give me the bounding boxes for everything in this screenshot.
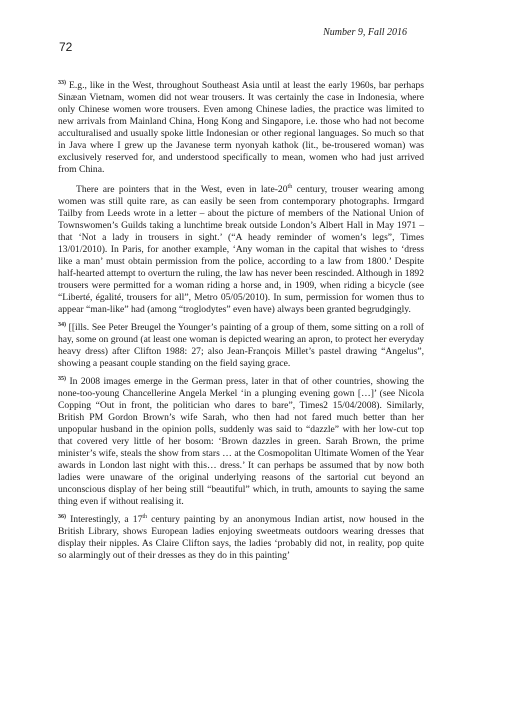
body-paragraph xyxy=(58,184,424,316)
footnote-text: Interestingly, a 17 xyxy=(66,514,143,525)
footnote-text: In 2008 images emerge in the German press, later in that of other countries, showing the none-too-young Chancellerine Angela Merkel ‘in a plunging evening gown […]’ (see Nicola Copping “Out in front, the politician who dares to bare”, Times2 15/04/2008). Similarly, British PM Gordon Brown’s wife Sarah, who then had not fared much better than her unpopular husband in the opinion polls, suddenly was said to “dazzle” with her low-cut top that covered very little of her bosom: ‘Brown dazzles in green. Sarah Brown, the prime minister’s wife, steals the show from stars … at the Cosmopolitan Ultimate Women of the Year awards in London last night with this… dress.’ It can perhaps be assumed that by now both ladies were unaware of the original underlying reasons of the sartorial cut beyond an unconscious display of her being still “beautiful” which, in truth, amounts to saying the same thing even if without realising it. xyxy=(58,376,424,507)
ordinal-superscript: th xyxy=(287,183,293,190)
page-number: 72 xyxy=(59,40,73,54)
footnote-34 xyxy=(58,322,424,370)
footnote-text: century painting by an anonymous Indian artist, now housed in the British Library, shows European ladies enjoying sweetmeats outdoors wearing dresses that display their nipples. As Claire Clifton says, the ladies ‘probably did not, in reality, pop quite so alarmingly out of their dresses as they do in this painting’ xyxy=(58,514,425,561)
paragraph-text: There are pointers that in the West, even in late-20 xyxy=(76,184,288,195)
footnote-text: [[ills. See Peter Breugel the Younger’s painting of a group of them, some sitting on a roll of hay, some on ground (at least one woman is depicted wearing an apron, to protect her everyday heavy dress) after Clifton 1988: 27; also Jean-François Millet’s pastel drawing “Angelus”, showing a peasant couple standing on the field saying grace. xyxy=(58,322,424,369)
footnote-35 xyxy=(58,376,424,508)
page-body xyxy=(58,80,424,562)
footnote-33 xyxy=(58,80,424,176)
footnote-number: 35) xyxy=(58,375,66,382)
footnote-number: 34) xyxy=(58,321,66,328)
running-header: Number 9, Fall 2016 xyxy=(323,27,407,38)
footnote-number: 36) xyxy=(58,513,66,520)
ordinal-superscript: th xyxy=(142,513,148,520)
footnote-number: 33) xyxy=(58,79,66,86)
paragraph-text: century, trouser wearing among women was still quite rare, as can easily be seen from contemporary photographs. Irmgard Tailby from Leeds wrote in a letter – about the picture of members of the National Union of Townswomen’s Guilds taking a lunchtime break outside London’s Albert Hall in May 1971 – that ‘Not a lady in trousers in sight.’ (“A heady reminder of women’s legs”, Times 13/01/2010). In Paris, for another example, ‘Any woman in the capital that wishes to ‘dress like a man’ must obtain permission from the police, according to a law from 1800.’ Despite half-hearted attempt to overturn the ruling, the law has never been rescinded. Although in 1892 trousers were permitted for a woman riding a horse and, in 1909, when riding a bicycle (see “Liberté, égalité, trousers for all”, Metro 05/05/2010). In sum, permission for women thus to appear “man-like” had (among “troglodytes” even have) always been granted begrudgingly. xyxy=(58,184,424,315)
footnote-36 xyxy=(58,514,424,562)
footnote-text: E.g., like in the West, throughout Southeast Asia until at least the early 1960s, bar perhaps Sinæan Vietnam, women did not wear trousers. It was certainly the case in Indonesia, where only Chinese women wore trousers. Even among Chinese ladies, the practice was limited to new arrivals from Mainland China, Hong Kong and Singapore, i.e. those who had not become acculturalised and usually spoke little Indonesian or other regional languages. So much so that in Java where I grew up the Javanese term nyonyah kathok (lit., be-trousered woman) was exclusively reserved for, and understood specifically to mean, women who had just arrived from China. xyxy=(58,80,424,175)
